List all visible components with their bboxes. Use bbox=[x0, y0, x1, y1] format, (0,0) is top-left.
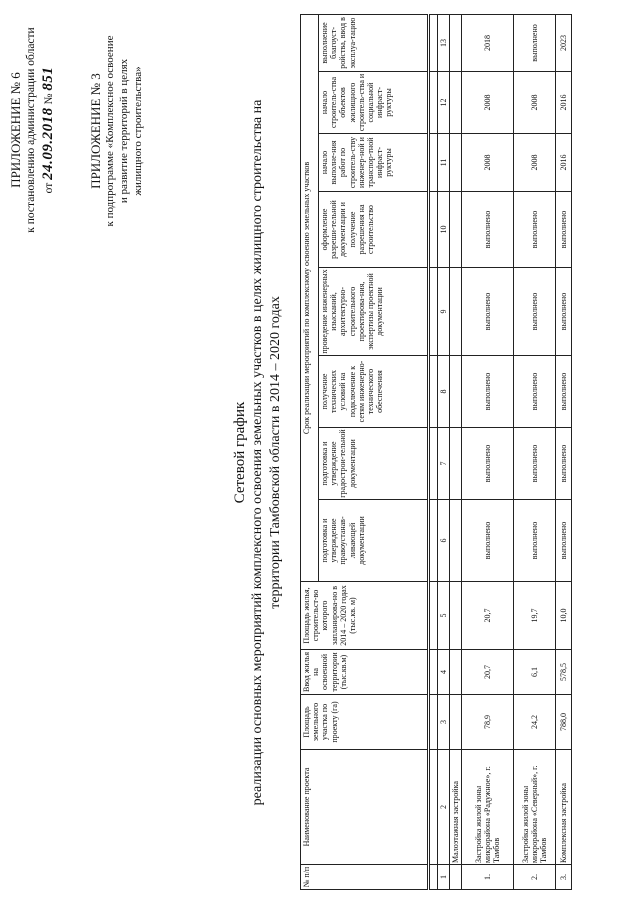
title-network-schedule: Сетевой график bbox=[232, 401, 248, 504]
row-c10: выполнено bbox=[556, 192, 572, 268]
col-number: 13 bbox=[438, 14, 450, 71]
decree-date: 24.09.2018 bbox=[39, 107, 56, 180]
row-c11: 2008 bbox=[462, 134, 514, 192]
row-c8: выполнено bbox=[462, 356, 514, 428]
header-row-1 bbox=[301, 14, 319, 889]
separator-cell bbox=[429, 268, 438, 356]
separator-cell bbox=[429, 428, 438, 500]
row-c13: 2018 bbox=[462, 14, 514, 71]
header-c13: выполнение благоуст-ройства, ввод в эксплуа-тацию bbox=[319, 14, 429, 71]
title-line-3: территории Тамбовской области в 2014 – 2020 годах bbox=[268, 296, 284, 609]
col-number: 6 bbox=[438, 500, 450, 582]
row-housing: 6,1 bbox=[514, 650, 556, 695]
row-c8: выполнено bbox=[514, 356, 556, 428]
row-area: 78,9 bbox=[462, 695, 514, 750]
col-number: 8 bbox=[438, 356, 450, 428]
section-empty-cell bbox=[450, 356, 462, 428]
header-c9: проведение инженерных изысканий, архитектурно-строительного проектирова-ния, экспертизы проектной документации bbox=[319, 268, 429, 356]
separator-cell bbox=[429, 865, 438, 890]
section-empty-cell bbox=[450, 72, 462, 134]
section-empty-cell bbox=[450, 650, 462, 695]
row-name: Застройка жилой зоны микрорайона «Радужное», г. Тамбов bbox=[462, 750, 514, 865]
separator-cell bbox=[429, 695, 438, 750]
title-line-2: реализации основных мероприятий комплексного освоения земельных участков в целях жилищного строительства на bbox=[250, 99, 265, 806]
appendix-6-heading: ПРИЛОЖЕНИЕ № 6 bbox=[8, 72, 23, 188]
row-c10: выполнено bbox=[514, 192, 556, 268]
table-row bbox=[514, 14, 556, 889]
row-housing: 20,7 bbox=[462, 650, 514, 695]
col-number: 3 bbox=[438, 695, 450, 750]
table-row bbox=[556, 14, 572, 889]
col-number: 11 bbox=[438, 134, 450, 192]
appendix-6-decree: к постановлению администрации области bbox=[25, 27, 38, 233]
col-number: 1 bbox=[438, 865, 450, 890]
header-c7: подготовка и утверждение градострои-тельной документации bbox=[319, 428, 429, 500]
separator-cell bbox=[429, 72, 438, 134]
section-empty-cell bbox=[450, 582, 462, 650]
row-c12: 2008 bbox=[462, 72, 514, 134]
header-group: Срок реализации мероприятий по комплексному освоению земельных участков bbox=[301, 14, 319, 581]
section-empty-cell bbox=[450, 695, 462, 750]
row-num: 2. bbox=[514, 865, 556, 890]
header-name: Наименование проекта bbox=[301, 750, 429, 865]
header-c11: начало выполне-ния работ по строитель-ству инженер-ной и транспор-тной инфраст-руктуры bbox=[319, 134, 429, 192]
row-area: 24,2 bbox=[514, 695, 556, 750]
section-empty-cell bbox=[450, 500, 462, 582]
decree-number: 851 bbox=[39, 66, 56, 91]
header-c12: начало строитель-ства объектов жилищного строитель-ства и социальной инфраст-руктуры bbox=[319, 72, 429, 134]
row-planned: 19,7 bbox=[514, 582, 556, 650]
row-c7: выполнено bbox=[556, 428, 572, 500]
section-row bbox=[450, 14, 462, 889]
appendix-3-line-1: к подпрограмме «Комплексное освоение bbox=[104, 35, 117, 227]
row-housing: 578,5 bbox=[556, 650, 572, 695]
row-c13: выполнено bbox=[514, 14, 556, 71]
row-c6: выполнено bbox=[462, 500, 514, 582]
col-number: 9 bbox=[438, 268, 450, 356]
row-num: 3. bbox=[556, 865, 572, 890]
row-c12: 2016 bbox=[556, 72, 572, 134]
row-c8: выполнено bbox=[556, 356, 572, 428]
section-empty-cell bbox=[450, 134, 462, 192]
separator-cell bbox=[429, 14, 438, 71]
column-number-row bbox=[438, 14, 450, 889]
appendix-6-block bbox=[8, 10, 57, 250]
header-num: № п/п bbox=[301, 865, 429, 890]
appendix-3-block bbox=[88, 7, 146, 255]
col-number: 12 bbox=[438, 72, 450, 134]
header-c6: подготовка и утверждение правоустанав-ливающей документации bbox=[319, 500, 429, 582]
row-num: 1. bbox=[462, 865, 514, 890]
row-c9: выполнено bbox=[462, 268, 514, 356]
row-c9: выполнено bbox=[514, 268, 556, 356]
appendix-3-heading: ПРИЛОЖЕНИЕ № 3 bbox=[88, 73, 103, 189]
number-sign: № bbox=[42, 93, 55, 105]
separator-cell bbox=[429, 582, 438, 650]
separator-cell bbox=[429, 750, 438, 865]
col-number: 5 bbox=[438, 582, 450, 650]
separator-cell bbox=[429, 134, 438, 192]
row-planned: 10,0 bbox=[556, 582, 572, 650]
row-c6: выполнено bbox=[556, 500, 572, 582]
section-empty-cell bbox=[450, 428, 462, 500]
row-c7: выполнено bbox=[462, 428, 514, 500]
header-planned: Площадь жилья, строительст-во которого запланирова-но в 2014 – 2020 годах (тыс.кв. м) bbox=[301, 582, 429, 650]
col-number: 7 bbox=[438, 428, 450, 500]
row-area: 788,0 bbox=[556, 695, 572, 750]
header-housing: Ввод жилья на освоенной территории (тыс.кв.м) bbox=[301, 650, 429, 695]
section-title: Малоэтажная застройка bbox=[450, 750, 462, 865]
col-number: 4 bbox=[438, 650, 450, 695]
row-name: Комплексная застройка bbox=[556, 750, 572, 865]
date-prefix: от bbox=[42, 182, 55, 194]
col-number: 10 bbox=[438, 192, 450, 268]
schedule-table bbox=[300, 14, 572, 890]
appendix-3-line-3: жилищного строительства» bbox=[131, 66, 144, 196]
row-c7: выполнено bbox=[514, 428, 556, 500]
row-c9: выполнено bbox=[556, 268, 572, 356]
row-c12: 2008 bbox=[514, 72, 556, 134]
separator-cell bbox=[429, 356, 438, 428]
row-c10: выполнено bbox=[462, 192, 514, 268]
row-c6: выполнено bbox=[514, 500, 556, 582]
separator-cell bbox=[429, 192, 438, 268]
section-empty-cell bbox=[450, 192, 462, 268]
table-row bbox=[462, 14, 514, 889]
row-c13: 2023 bbox=[556, 14, 572, 71]
col-number: 2 bbox=[438, 750, 450, 865]
row-c11: 2016 bbox=[556, 134, 572, 192]
header-area: Площадь земельного участка по проекту (га) bbox=[301, 695, 429, 750]
header-c8: получение технических условий на подключение к сетям инженерно-технического обеспечения bbox=[319, 356, 429, 428]
header-c10: оформление разреши-тельной документации и получение разрешения на строительство bbox=[319, 192, 429, 268]
document-title bbox=[232, 0, 285, 905]
row-c11: 2008 bbox=[514, 134, 556, 192]
separator-cell bbox=[429, 500, 438, 582]
appendix-3-line-2: и развитие территорий в целях bbox=[118, 58, 130, 204]
section-empty-cell bbox=[450, 268, 462, 356]
section-empty-cell bbox=[450, 14, 462, 71]
appendix-6-date-line bbox=[39, 10, 58, 250]
separator-cell bbox=[429, 650, 438, 695]
row-planned: 20,7 bbox=[462, 582, 514, 650]
row-name: Застройка жилой зоны микрорайона «Северный», г. Тамбов bbox=[514, 750, 556, 865]
section-empty-cell bbox=[450, 865, 462, 890]
header-separator-row bbox=[429, 14, 438, 889]
